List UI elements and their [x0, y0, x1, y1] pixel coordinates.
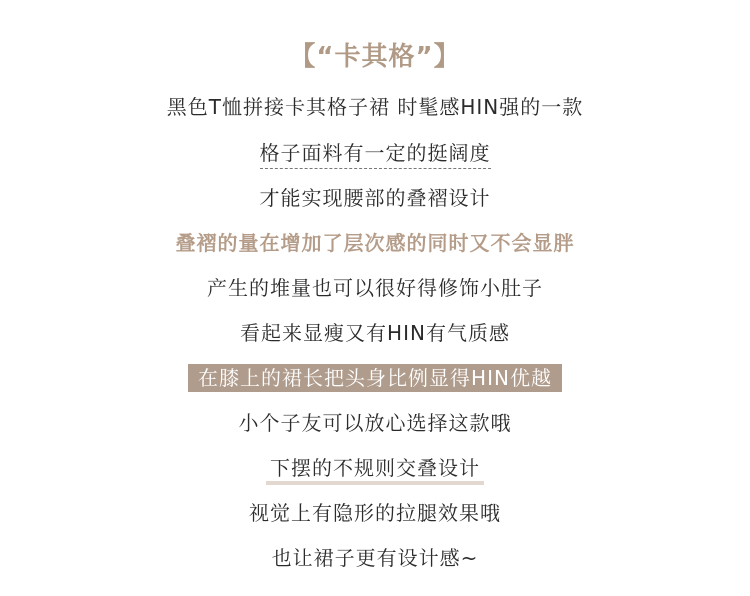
- text-line-3: [0, 184, 750, 212]
- text-line-4-accent: [0, 229, 750, 257]
- line-text: 产生的堆量也可以很好得修饰小肚子: [207, 276, 543, 300]
- text-line-1: [0, 93, 750, 121]
- line-text: 小个子友可以放心选择这款哦: [238, 411, 512, 435]
- section-title: 【“卡其格”】: [289, 42, 461, 72]
- line-text: 看起来显瘦又有HIN有气质感: [240, 321, 510, 345]
- text-line-11: [0, 544, 750, 572]
- text-line-9-underbar: [0, 454, 750, 482]
- line-text-highlighted: 在膝上的裙长把头身比例显得HIN优越: [188, 364, 562, 392]
- line-text: 才能实现腰部的叠褶设计: [259, 186, 491, 210]
- text-line-8: [0, 409, 750, 437]
- line-text-dashed-underline: 格子面料有一定的挺阔度: [260, 139, 491, 169]
- line-text: 也让裙子更有设计感~: [271, 546, 479, 570]
- line-text-underbar: 下摆的不规则交叠设计: [266, 454, 484, 482]
- text-line-10: [0, 499, 750, 527]
- line-text-accent: 叠褶的量在增加了层次感的同时又不会显胖: [175, 231, 575, 255]
- line-text: 黑色T恤拼接卡其格子裙 时髦感HIN强的一款: [166, 95, 584, 119]
- text-line-2: [0, 139, 750, 169]
- text-line-5: [0, 274, 750, 302]
- text-line-7-highlight: [0, 364, 750, 392]
- text-line-6: [0, 319, 750, 347]
- line-text: 视觉上有隐形的拉腿效果哦: [249, 501, 501, 525]
